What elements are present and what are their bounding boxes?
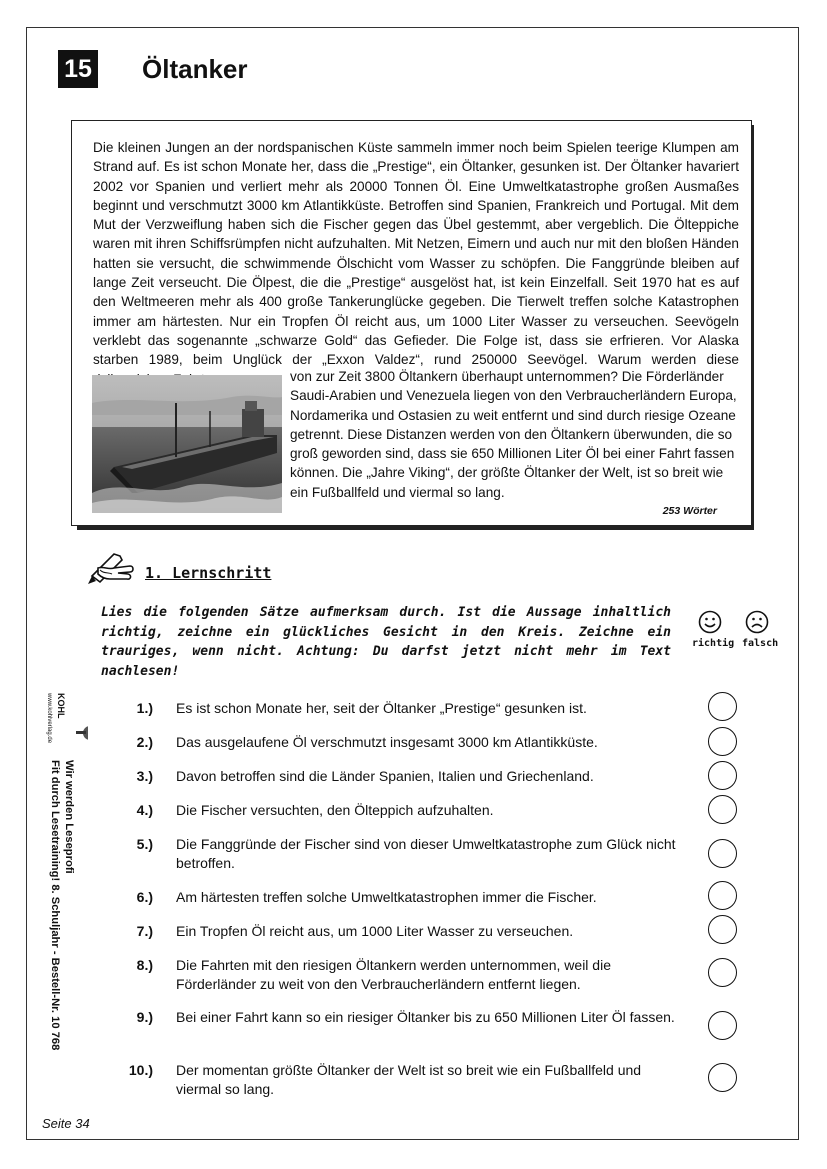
word-count: 253 Wörter — [662, 505, 717, 517]
statement-text: Bei einer Fahrt kann so ein riesiger Öltanker bis zu 650 Millionen Liter Öl fassen. — [176, 1009, 675, 1025]
reading-text-box — [71, 120, 752, 526]
svg-text:www.kohlverlag.de: www.kohlverlag.de — [46, 693, 52, 744]
statement-text: Die Fahrten mit den riesigen Öltankern werden unternommen, weil die Förderländer zu weit von den Verbraucherländern entfernt liegen. — [176, 957, 611, 992]
sidebar-line-2: Fit durch Lesetraining! 8. Schuljahr - Bestell-Nr. 10 768 — [49, 760, 62, 1051]
writing-hand-icon — [84, 546, 136, 586]
reading-paragraph-top: Die kleinen Jungen an der nordspanischen Küste sammeln immer noch beim Spielen teerige Klumpen am Strand auf. Es ist schon Monate her, dass die „Prestige“, ein Öltanker, gesunken ist. Der Öltanker havariert 2002 vor Spanien und verliert mehr als 20000 Tonnen Öl. Eine Umweltkatastrophe großen Ausmaßes beginnt und verschmutzt 3000 km Atlantikküste. Betroffen sind Spanien, Frankreich und Portugal. Mit dem Mut der Verzweiflung haben sich die Fischer gegen das Übel gestemmt, aber vergeblich. Die Ölteppiche waren mit ihren Schiffsrümpfen nicht aufzuhalten. Mit Netzen, Eimern und auch nur mit den bloßen Händen hatten sie versucht, die schwimmende Ölschicht vom Wasser zu schöpfen. Die Fanggründe bleiben auf lange Zeit verseucht. Die Ölpest, die die „Prestige“ ausgelöst hat, ist kein Einzelfall. Seit 1970 hat es auf den Weltmeeren mehr als 400 große Tankerunglücke gegeben. Die Tierwelt treffen solche Katastrophen immer am härtesten. Nur ein Tropfen Öl reicht aus, um 1000 Liter Wasser zu verseuchen. Seevögeln verklebt das sogenannte „schwarze Gold“ das Gefieder. Die Folge ist, dass sie erfrieren. Vor Alaska starben 1989, beim Unglück der „Exxon Valdez“, rund 250000 Seevögel. Warum werden diese — [93, 140, 739, 368]
label-correct: richtig — [692, 638, 735, 649]
svg-text:KOHL: KOHL — [56, 693, 66, 719]
statement-text: Die Fanggründe der Fischer sind von dieser Umweltkatastrophe zum Glück nicht betroffen. — [176, 836, 676, 871]
statement-number: 5.) — [136, 836, 153, 852]
statement-text: Davon betroffen sind die Länder Spanien, Italien und Griechenland. — [176, 768, 594, 784]
answer-circle-1[interactable] — [708, 692, 737, 721]
oil-tanker-photo — [92, 375, 282, 513]
statement-number: 4.) — [136, 802, 153, 818]
answer-circle-7[interactable] — [708, 915, 737, 944]
answer-circle-3[interactable] — [708, 761, 737, 790]
answer-circle-4[interactable] — [708, 795, 737, 824]
lesson-number: 15 — [58, 50, 98, 88]
statement-text: Die Fischer versuchten, den Ölteppich aufzuhalten. — [176, 802, 494, 818]
answer-circle-6[interactable] — [708, 881, 737, 910]
step-title: 1. Lernschritt — [145, 564, 272, 582]
statement-text: Ein Tropfen Öl reicht aus, um 1000 Liter Wasser zu verseuchen. — [176, 923, 574, 939]
sad-face-icon — [745, 610, 769, 634]
statement-number: 6.) — [136, 889, 153, 905]
statement-number: 7.) — [136, 923, 153, 939]
answer-circle-9[interactable] — [708, 1011, 737, 1040]
answer-circle-8[interactable] — [708, 958, 737, 987]
page-number: Seite 34 — [42, 1116, 90, 1131]
statement-number: 1.) — [136, 700, 153, 716]
happy-face-icon — [698, 610, 722, 634]
answer-circle-2[interactable] — [708, 727, 737, 756]
statement-number: 3.) — [136, 768, 153, 784]
sidebar-line-1: Wir werden Leseprofi — [63, 760, 75, 874]
answer-circle-10[interactable] — [708, 1063, 737, 1092]
statement-text: Am härtesten treffen solche Umweltkatastrophen immer die Fischer. — [176, 889, 597, 905]
reading-paragraph-right: von zur Zeit 3800 Öltankern überhaupt unternommen? Die Förderländer Saudi-Arabien und Venezuela liegen von den Verbraucherländern Europa, Nordamerika und Ostasien zu weit entfernt und sind durch riesige Ozeane getrennt. Diese Distanzen werden von den Öltankern überwunden, die so groß geworden sind, dass sie 650 Millionen Liter Öl bei einer Fahrt fassen können. Die „Jahre Viking“, der größte Öltanker der Welt, ist so breit wie ein Fußballfeld und viermal so lang. — [290, 369, 737, 500]
sidebar-text — [48, 760, 75, 1050]
answer-circle-5[interactable] — [708, 839, 737, 868]
instructions: Lies die folgenden Sätze aufmerksam durch. Ist die Aussage inhaltlich richtig, zeichne ein glückliches Gesicht in den Kreis. Zeichne ein trauriges, wenn nicht. Achtung: Du darfst jetzt nicht mehr im Text nachlesen! — [101, 605, 671, 679]
statement-number: 8.) — [136, 957, 153, 973]
statement-number: 10.) — [128, 1062, 153, 1078]
label-wrong: falsch — [742, 638, 779, 649]
publisher-logo — [36, 683, 88, 755]
statement-number: 9.) — [136, 1009, 153, 1025]
statement-number: 2.) — [136, 734, 153, 750]
statement-text: Das ausgelaufene Öl verschmutzt insgesamt 3000 km Atlantikküste. — [176, 734, 598, 750]
statement-text: Es ist schon Monate her, seit der Öltanker „Prestige“ gesunken ist. — [176, 700, 587, 716]
page-title: Öltanker — [142, 54, 248, 84]
statement-text: Der momentan größte Öltanker der Welt ist so breit wie ein Fußballfeld und viermal so lang. — [176, 1062, 642, 1097]
